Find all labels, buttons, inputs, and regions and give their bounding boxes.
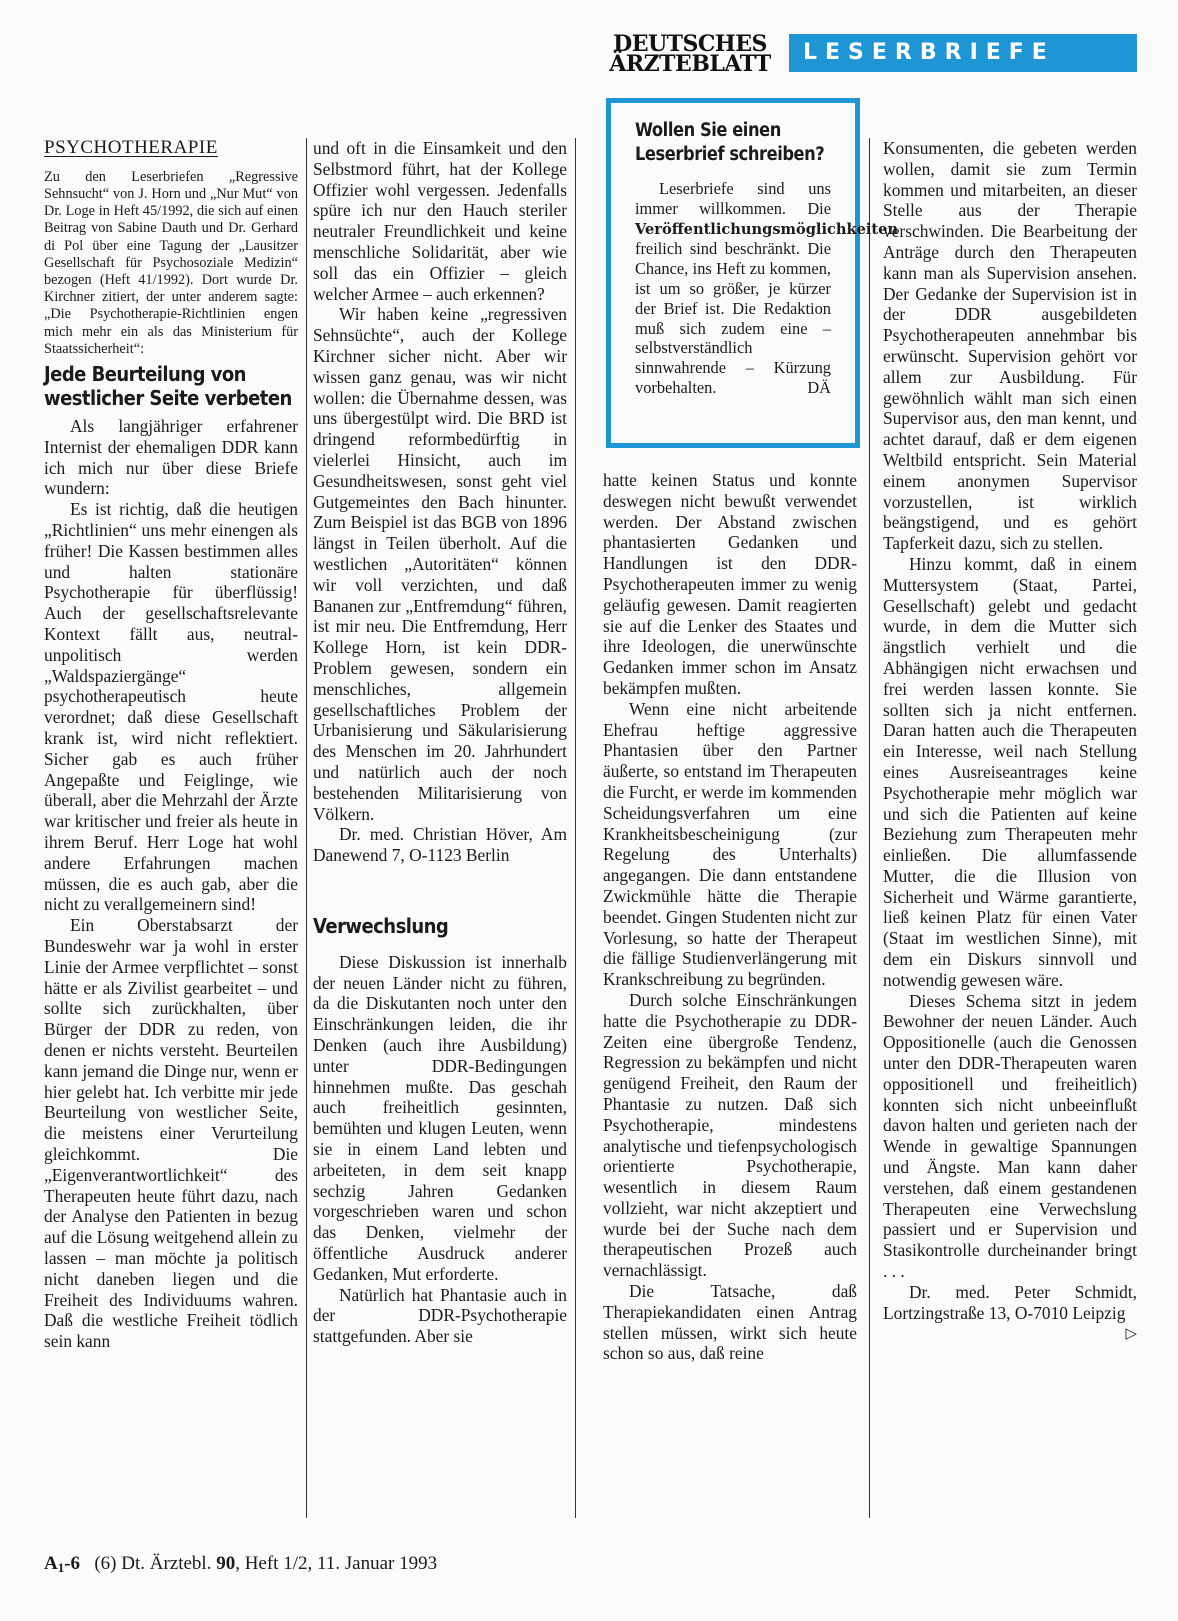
publication-title [600, 31, 780, 77]
citation-prefix: (6) Dt. Ärztebl. [94, 1553, 212, 1574]
column-rule [575, 138, 576, 1518]
letter1-signature: Dr. med. Christian Höver, Am Danewend 7, O-1123 Berlin [313, 824, 567, 866]
paragraph: Hinzu kommt, daß in einem Muttersystem (Staat, Partei, Gesellschaft) gelebt und gedacht wurde, in dem die Mutter sich ängstlich verhielt und die Abhängigen nicht erwachsen und frei werden lassen konnte. Sie sollten sich ja nicht entfernen. Daran hatten auch die Therapeuten ein Interesse, weil nach Stellung eines Ausreiseantrages keine Psychotherapie mehr möglich war und sich die Patienten auf keine Beziehung zum Therapeuten mehr einließen. Die allumfassende Mutter, die die Illusion von Sicherheit und Wärme garantierte, ließ keinen Platz für einen Vater (Staat im westlichen Sinne), mit dem ein Diskurs sinnvoll und notwendig gewesen wäre. [883, 553, 1137, 990]
info-box-text: Leserbriefe sind uns immer willkommen. Die [635, 179, 831, 218]
letter2-signature-text: Dr. med. Peter Schmidt, Lortzingstraße 13, O-7010 Leipzig [883, 1281, 1137, 1323]
page-code: $A_1-6$ [44, 1553, 81, 1575]
paragraph: Dieses Schema sitzt in jedem Bewohner der neuen Länder. Auch Oppositionelle (auch die Genossen unter den DDR-Therapeuten waren oppositionell und freiheitlich) konnten sich nicht unbeeinflußt davon halten und gerieten nach der Wende in gewaltige Spannungen und Ängste. Man kann daher verstehen, daß einem gestandenen Therapeuten eine Verwechslung passiert und er Supervision und Stasikontrolle durcheinander bringt . . . [883, 990, 1137, 1282]
column-3 [603, 470, 857, 1364]
paragraph: Wir haben keine „regressiven Sehnsüchte“, auch der Kollege Kirchner sicher nicht. Aber wir wissen ganz genau, was wir nicht wollen: die Übernahme dessen, was uns übergestülpt wird. Die BRD ist dringend reformbedürftig in vielerlei Hinsicht, auch im Gesundheitswesen, sonst geht viel Gutgemeintes den Bach hinunter. Zum Beispiel ist das BGB von 1896 längst in Teilen überholt. Auf die westlichen „Autoritäten“ können wir voll verzichten, und daß Bananen zur „Entfremdung“ führen, ist mir neu. Die Entfremdung, Herr Kollege Horn, ist kein DDR-Problem gewesen, sondern ein menschliches, allgemein gesellschaftliches Problem der Urbanisierung und Säkularisierung des Menschen im 20. Jahrhundert und natürlich auch der noch bestehenden Militarisierung von Völkern. [313, 304, 567, 824]
letter2-signature [883, 1281, 1137, 1343]
paragraph: Wenn eine nicht arbeitende Ehefrau heftige aggressive Phantasien über den Partner äußerte, so entstand im Therapeuten die Furcht, er werde im kommenden Scheidungsverfahren um eine Krankheitsbescheinigung (zur Regelung des Unterhalts) angegangen. Die dann entstandene Zwickmühle hätte die Therapie beendet. Gingen Studenten nicht zur Vorlesung, so hatte der Therapeut die fällige Studienverlängerung mit Krankschreibung zu begründen. [603, 698, 857, 990]
section-banner: LESERBRIEFE [789, 34, 1137, 72]
column-rule [869, 138, 870, 1518]
citation-suffix: , Heft 1/2, 11. Januar 1993 [235, 1553, 438, 1574]
paragraph: Konsumenten, die gebeten werden wollen, damit sie zum Termin kommen und mitarbeiten, an dieser Stelle aus der Therapie verschwinden. Die Bearbeitung der Anträge durch den Therapeuten kann man als Supervision ansehen. Der Gedanke der Supervision ist in der DDR ausgebildeten Psychotherapeuten annehmbar bis erwünscht. Supervision gehört vor allem zur Ausbildung. Für gewöhnlich wählt man sich einen Supervisor aus, den man kennt, und achtet darauf, daß er dem eigenen Weltbild entspricht. Sein Material einem anonymen Supervisor vorzustellen, ist wirklich beängstigend, und es gehört Tapferkeit dazu, sich zu stellen. [883, 138, 1137, 554]
paragraph: Ein Oberstabsarzt der Bundeswehr war ja wohl in erster Linie der Armee verpflichtet – sonst hätte er als Zivilist gearbeitet – und sollte sich zurückhalten, über Bürger der DDR zu reden, von denen er nichts versteht. Beurteilen kann jemand die Dinge nur, wenn er hier gelebt hat. Ich verbitte mir jede Beurteilung von westlicher Seite, die meistens einer Verurteilung gleichkommt. Die „Eigenverantwortlichkeit“ des Therapeuten heute führt dazu, nach der Analyse den Patienten in bezug auf die Lösung weitgehend allein zu lassen – man möchte ja politisch nicht daneben liegen und die Freiheit des Individuums wahren. Daß die westliche Freiheit tödlich sein kann [44, 915, 298, 1352]
paragraph: Es ist richtig, daß die heutigen „Richtlinien“ uns mehr einengen als früher! Die Kassen bestimmen alles und halten stationäre Psychotherapie für überflüssig! Auch der gesellschaftsrelevante Kontext fällt aus, neutral-unpolitisch werden „Waldspaziergänge“ psychotherapeutisch heute verordnet; daß diese Gesellschaft krank ist, wird nicht reflektiert. Sicher gab es auch früher Angepaßte und Feiglinge, wie überall, aber die Mehrzahl der Ärzte war kritischer und freier als heute in ihrem Beruf. Herr Loge hat wohl andere Erfahrungen machen müssen, die es auch gab, aber die nicht zu verallgemeinern sind! [44, 499, 298, 915]
info-box-emphasis: Veröffentlichungsmöglichkeiten [635, 220, 899, 238]
letter2-headline: Verwechslung [313, 913, 449, 938]
info-box-initials: DÄ [807, 377, 831, 397]
paragraph: Natürlich hat Phantasie auch in der DDR-Psychotherapie stattgefunden. Aber sie [313, 1284, 567, 1347]
article-intro: Zu den Leserbriefen „Regressive Sehnsucht“ von J. Horn und „Nur Mut“ von Dr. Loge in Heft 45/1992, die sich auf einen Beitrag von Sabine Dauth und Dr. Gerhard di Pol über eine Tagung der „Lausitzer Gesellschaft für Psychosoziale Medizin“ bezogen (Heft 41/1992). Dort wurde Dr. Kirchner zitiert, der unter anderem sagte: „Die Psychotherapie-Richtlinien engen mich mehr ein als das Ministerium für Staatssicherheit“: [44, 168, 298, 357]
publication-title-line1: DEUTSCHES [613, 31, 767, 57]
publication-title-line2: ÄRZTEBLATT [609, 51, 771, 77]
paragraph: Diese Diskussion ist innerhalb der neuen Länder nicht zu führen, da die Diskutanten noch unter den Einschränkungen leiden, die ihr Denken (auch ihre Ausbildung) unter DDR-Bedingungen hinnehmen mußte. Das geschah auch freiheitlich gesinnten, bemühten und klugen Leuten, wenn sie in einem Land lebten und arbeiteten, in dem seit knapp sechzig Jahren Gedanken vorgeschrieben waren und schon das Denken, vielmehr der öffentliche Ausdruck anderer Gedanken, Mut erforderte. [313, 951, 567, 1284]
volume-number: 90 [216, 1553, 236, 1574]
column-rule [306, 138, 307, 1518]
letter1-headline: Jede Beurteilung von westlicher Seite verbeten [44, 362, 292, 411]
info-box-text: freilich sind beschränkt. Die Chance, ins Heft zu kommen, ist um so größer, je kürzer der Brief ist. Die Redaktion muß sich zudem eine – selbstverständlich sinnwahrende – Kürzung vorbehalten. [635, 239, 831, 397]
column-2 [313, 138, 567, 1347]
continued-arrow-icon: ▷ [1125, 1324, 1137, 1343]
column-1 [44, 138, 298, 1352]
section-label: PSYCHOTHERAPIE [44, 137, 218, 158]
page-footer [44, 1553, 437, 1576]
paragraph: Die Tatsache, daß Therapiekandidaten einen Antrag stellen müssen, wirkt sich heute schon so aus, daß reine [603, 1281, 857, 1364]
info-box-body [635, 179, 899, 398]
paragraph: Als langjähriger erfahrener Internist der ehemaligen DDR kann ich mich nur über diese Briefe wundern: [44, 416, 298, 499]
paragraph: hatte keinen Status und konnte deswegen nicht bewußt verwendet werden. Der Abstand zwischen phantasierten Gedanken und Handlungen ist den DDR-Psychotherapeuten immer zu wenig geläufig gewesen. Damit reagierten sie auf die Lenker des Staates und ihre Ideologen, die unerwünschte Gedanken immer schon im Ansatz bekämpfen mußten. [603, 470, 857, 698]
paragraph: und oft in die Einsamkeit und den Selbstmord führt, hat der Kollege Offizier wohl vergessen. Jedenfalls spüre ich nur den Hauch steriler neutraler Freundlichkeit und keine menschliche Solidarität, aber wie soll das ein Offizier – gleich welcher Armee – auch erkennen? [313, 138, 567, 304]
paragraph: Durch solche Einschränkungen hatte die Psychotherapie zu DDR-Zeiten eine übergroße Tendenz, Regression zu bekämpfen und nicht genügend Freiheit, den Raum der Phantasie zu nutzen. Daß sich Psychotherapie, mindestens analytische und tiefenpsychologisch orientierte Psychotherapie, wesentlich in diesem Raum vollzieht, war nicht akzeptiert und wurde bei der Suche nach dem therapeutischen Prozeß auch vernachlässigt. [603, 989, 857, 1281]
letters-info-box [606, 98, 899, 448]
column-4 [883, 138, 1137, 1344]
info-box-title: Wollen Sie einen Leserbrief schreiben? [635, 120, 825, 165]
